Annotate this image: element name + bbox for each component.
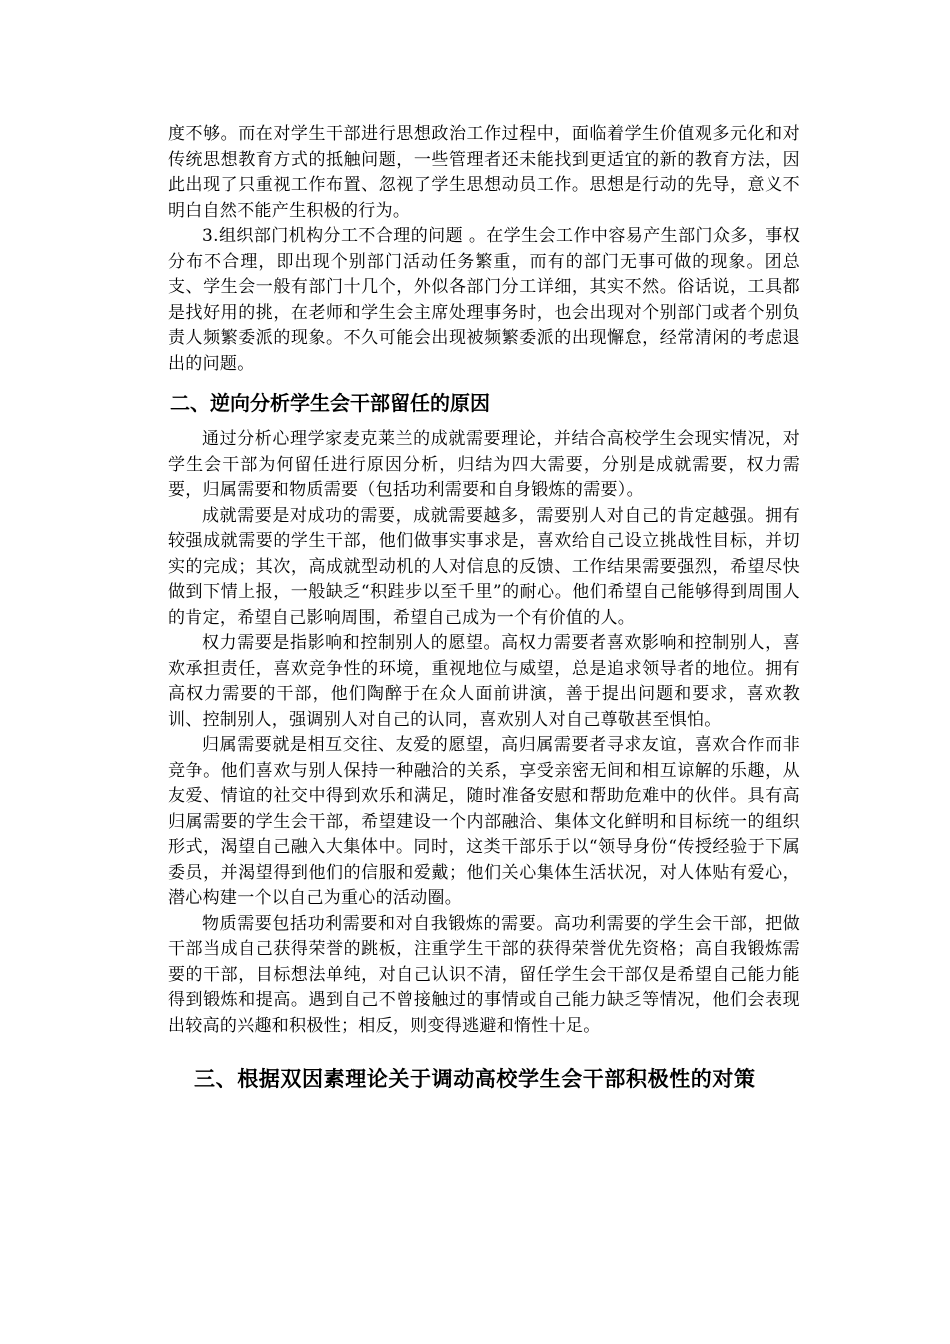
paragraph-power-need: 权力需要是指影响和控制别人的愿望。高权力需要者喜欢影响和控制别人，喜欢承担责任，喜欢竞争性的环境，重视地位与威望，总是追求领导者的地位。拥有高权力需要的干部，他们陶醉于在众人面前讲演，善于提出问题和要求，喜欢教训、控制别人，强调别人对自己的认同，喜欢别人对自己尊敬甚至惧怕。 [168,633,800,730]
paragraph-intro: 通过分析心理学家麦克莱兰的成就需要理论，并结合高校学生会现实情况，对学生会干部为何留任进行原因分析，归结为四大需要，分别是成就需要，权力需要，归属需要和物质需要（包括功利需要和自身锻炼的需要）。 [168,429,800,500]
paragraph-material-need: 物质需要包括功利需要和对自我锻炼的需要。高功利需要的学生会干部，把做干部当成自己获得荣誉的跳板，注重学生干部的获得荣誉优先资格；高自我锻炼需要的干部，目标想法单纯，对自己认识不清，留任学生会干部仅是希望自己能力能得到锻炼和提高。遇到自己不曾接触过的事情或自己能力缺乏等情况，他们会表现出较高的兴趣和积极性；相反，则变得逃避和惰性十足。 [168,913,800,1036]
section-heading-3: 三、根据双因素理论关于调动高校学生会干部积极性的对策 [194,1066,756,1091]
paragraph-point-3: 3.组织部门机构分工不合理的问题 。在学生会工作中容易产生部门众多，事权分布不合理，即出现个别部门活动任务繁重，而有的部门无事可做的现象。团总支、学生会一般有部门十几个，外似各部门分工详细，其实不然。俗话说，工具都是找好用的挑，在老师和学生会主席处理事务时，也会出现对个别部门或者个别负责人频繁委派的现象。不久可能会出现被频繁委派的出现懈怠，经常清闲的考虑退出的问题。 [168,226,800,374]
section-heading-2: 二、逆向分析学生会干部留任的原因 [170,391,490,415]
document-body [168,122,800,1105]
paragraph-achievement-need: 成就需要是对成功的需要，成就需要越多，需要别人对自己的肯定越强。拥有较强成就需要的学生干部，他们做事实事求是，喜欢给自己设立挑战性目标，并切实的完成；其次，高成就型动机的人对信息的反馈、工作结果需要强烈，希望尽快做到下情上报，一般缺乏“积跬步以至千里”的耐心。他们希望自己能够得到周围人的肯定，希望自己影响周围，希望自己成为一个有价值的人。 [168,505,800,628]
paragraph-continued: 度不够。而在对学生干部进行思想政治工作过程中，面临着学生价值观多元化和对传统思想教育方式的抵触问题，一些管理者还未能找到更适宜的新的教育方法，因此出现了只重视工作布置、忽视了学生思想动员工作。思想是行动的先导，意义不明白自然不能产生积极的行为。 [168,124,800,221]
paragraph-affiliation-need: 归属需要就是相互交往、友爱的愿望，高归属需要者寻求友谊，喜欢合作而非竞争。他们喜欢与别人保持一种融洽的关系，享受亲密无间和相互谅解的乐趣，从友爱、情谊的社交中得到欢乐和满足，随时准备安慰和帮助危难中的伙伴。具有高归属需要的学生会干部，希望建设一个内部融洽、集体文化鲜明和目标统一的组织形式，渴望自己融入大集体中。同时，这类干部乐于以“领导身份“传授经验于下属委员，并渴望得到他们的信服和爱戴；他们关心集体生活状况，对人体贴有爱心，潜心构建一个以自己为重心的活动圈。 [168,735,800,908]
